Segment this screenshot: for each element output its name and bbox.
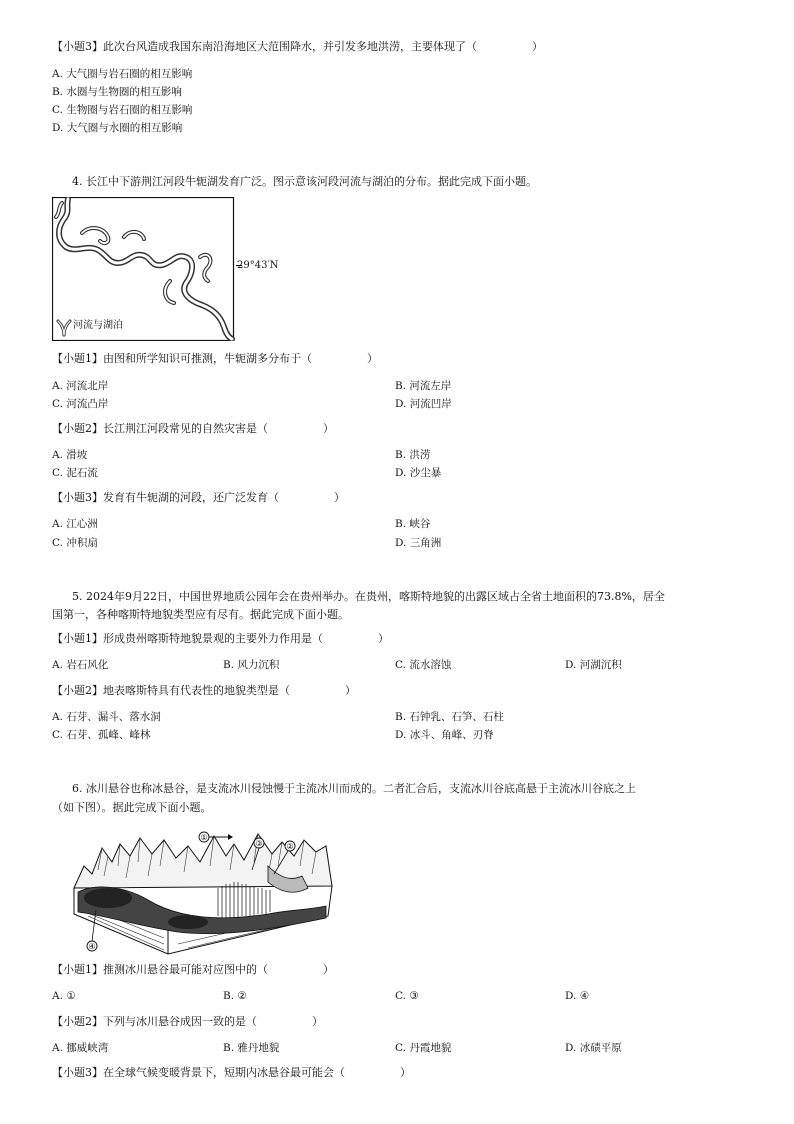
q6-sub1-option-b: B. ② [223,990,247,1002]
q6-sub3-stem: 【小题3】在全球气候变暖背景下，短期内冰悬谷最可能会（ ） [52,1066,411,1079]
q4-sub1-option-a: A. 河流北岸 [52,380,109,392]
q4-sub3-stem: 【小题3】发育有牛轭湖的河段，还广泛发育（ ） [52,491,345,504]
q6-sub2-option-b: B. 雅丹地貌 [223,1042,280,1054]
q6-sub2-option-c: C. 丹霞地貌 [395,1042,452,1054]
q6-stem-line2: （如下图）。据此完成下面小题。 [52,801,212,814]
q6-sub2-option-a: A. 挪威峡湾 [52,1042,109,1054]
q5-sub2-option-d: D. 冰斗、角峰、刃脊 [395,729,494,741]
q5-sub1-option-b: B. 风力沉积 [223,659,280,671]
q4-sub2-stem: 【小题2】长江荆江河段常见的自然灾害是（ ） [52,422,334,435]
q4-stem: 4. 长江中下游荆江河段牛轭湖发育广泛。图示意该河段河流与湖泊的分布。据此完成下面小题。 [72,175,537,188]
diagram-label-1: ① [200,833,208,842]
q4-sub1-option-b: B. 河流左岸 [395,380,452,392]
q6-sub2-stem: 【小题2】下列与冰川悬谷成因一致的是（ ） [52,1015,323,1028]
q3-prev-option-b: B. 水圈与生物圈的相互影响 [52,86,182,98]
q4-sub1-stem: 【小题1】由图和所学知识可推测，牛轭湖多分布于（ ） [52,352,378,365]
q4-sub1-option-c: C. 河流凸岸 [52,398,109,410]
q6-stem-line1: 6. 冰川悬谷也称冰悬谷，是支流冰川侵蚀慢于主流冰川而成的。二者汇合后，支流冰川谷底高悬于主流冰川谷底之上 [72,782,636,795]
q3-prev-option-d: D. 大气圈与水圈的相互影响 [52,122,183,134]
diagram-label-2: ② [286,842,294,851]
q4-sub1-option-d: D. 河流凹岸 [395,398,452,410]
glacier-hanging-valley-diagram [68,826,338,956]
q5-sub1-option-c: C. 流水溶蚀 [395,659,452,671]
q6-sub1-option-d: D. ④ [565,990,590,1002]
q4-sub3-option-c: C. 冲积扇 [52,537,98,549]
q5-stem-line2: 国第一，各种喀斯特地貌类型应有尽有。据此完成下面小题。 [52,608,349,621]
q4-sub3-option-a: A. 江心洲 [52,518,98,530]
q4-sub2-option-d: D. 沙尘暴 [395,467,442,479]
q5-sub1-option-a: A. 岩石风化 [52,659,109,671]
q3-prev-option-c: C. 生物圈与岩石圈的相互影响 [52,104,193,116]
q6-sub2-option-d: D. 冰碛平原 [565,1042,622,1054]
q5-sub2-option-c: C. 石芽、孤峰、峰林 [52,729,151,741]
q3-prev-option-a: A. 大气圈与岩石圈的相互影响 [52,68,193,80]
q5-sub2-option-b: B. 石钟乳、石笋、石柱 [395,711,504,723]
q4-sub2-option-c: C. 泥石流 [52,467,98,479]
q4-sub2-option-b: B. 洪涝 [395,449,431,461]
diagram-label-4: ④ [88,942,96,951]
q3-prev-stem: 【小题3】此次台风造成我国东南沿海地区大范围降水，并引发多地洪涝，主要体现了（ ） [52,40,543,53]
q4-sub2-option-a: A. 滑坡 [52,449,88,461]
q5-sub2-stem: 【小题2】地表喀斯特具有代表性的地貌类型是（ ） [52,684,356,697]
q6-sub1-option-c: C. ③ [395,990,419,1002]
q4-sub3-option-d: D. 三角洲 [395,537,442,549]
q4-sub3-option-b: B. 峡谷 [395,518,431,530]
map-legend-label: 河流与湖泊 [73,320,123,331]
q5-sub2-option-a: A. 石芽、漏斗、落水洞 [52,711,161,723]
diagram-label-3: ③ [255,839,263,848]
latitude-label: 29°43′N [237,260,279,271]
q6-sub1-option-a: A. ① [52,990,76,1002]
q5-stem-line1: 5. 2024年9月22日，中国世界地质公园年会在贵州举办。在贵州，喀斯特地貌的出露区域占全省土地面积的73.8%，居全 [72,590,665,603]
q6-sub1-stem: 【小题1】推测冰川悬谷最可能对应图中的（ ） [52,963,334,976]
q5-sub1-stem: 【小题1】形成贵州喀斯特地貌景观的主要外力作用是（ ） [52,632,389,645]
q5-sub1-option-d: D. 河湖沉积 [565,659,622,671]
